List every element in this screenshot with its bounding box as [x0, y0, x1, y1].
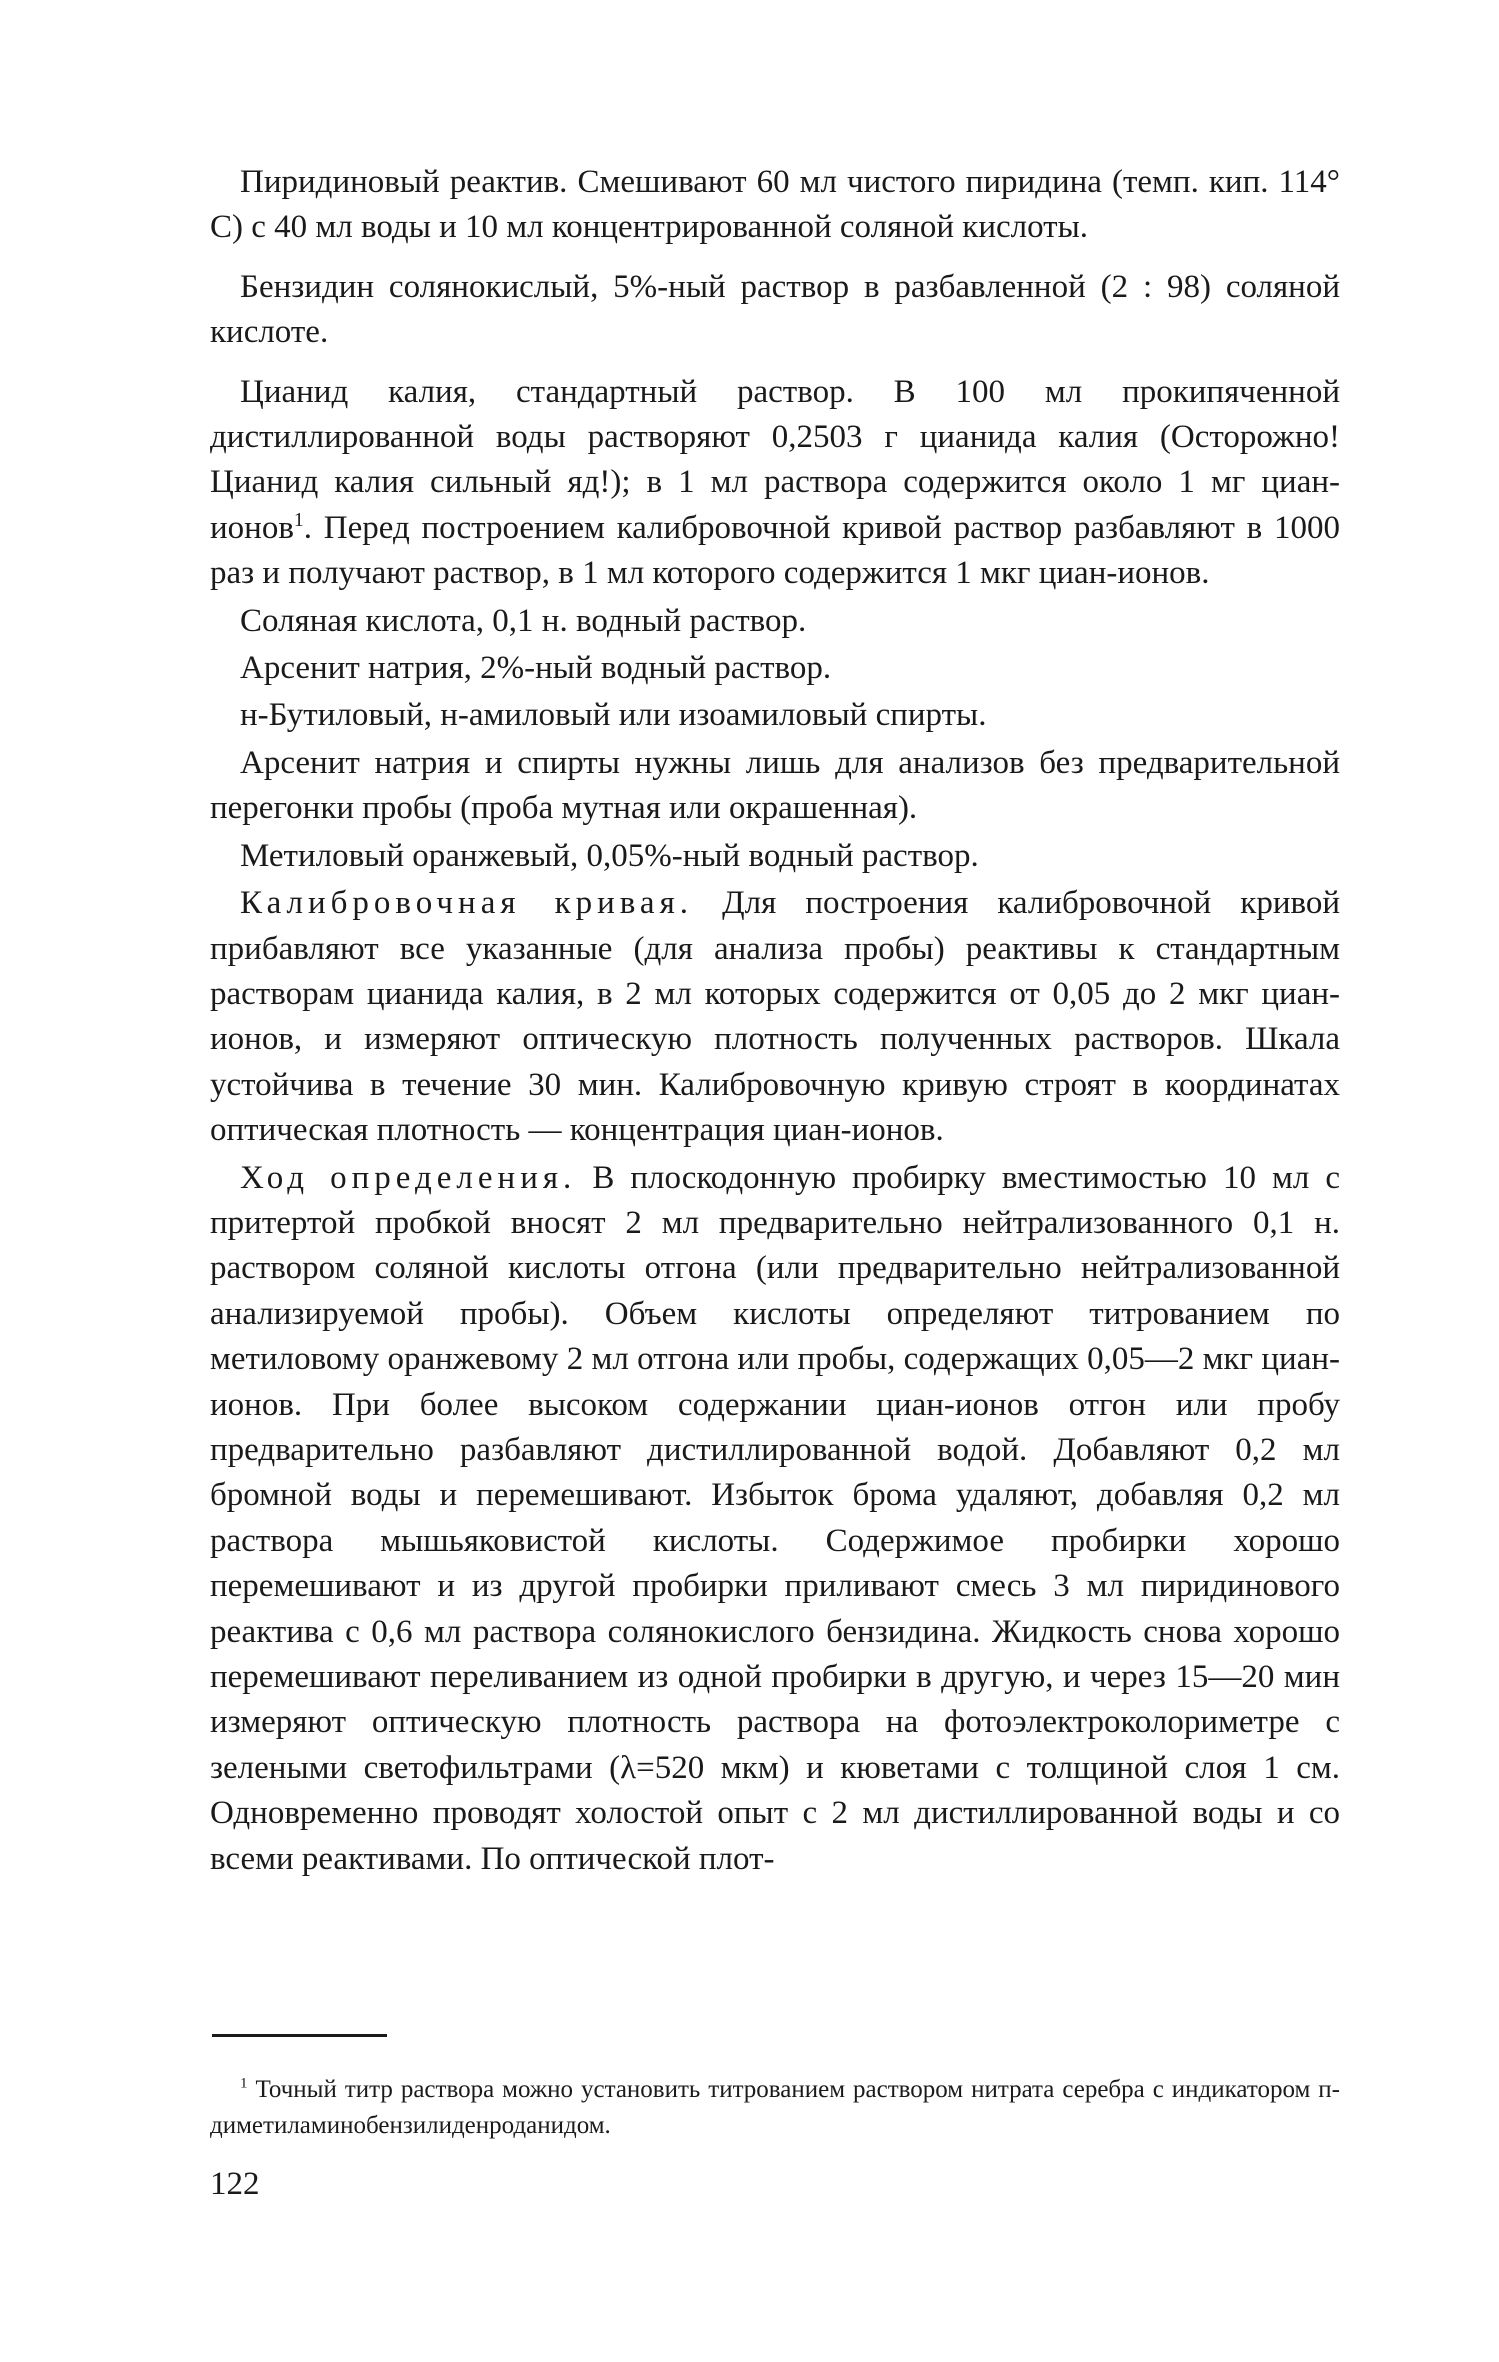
footnote-text: Точный титр раствора можно установить титрованием раствором нитрата серебра с индикатором п-диметиламинобензилиденроданидом.	[210, 2076, 1340, 2139]
page-number: 122	[210, 2166, 260, 2202]
page-body	[210, 160, 1340, 1884]
section-heading-procedure: Ход определения.	[240, 1159, 577, 1196]
paragraph-pyridine-reagent: Пиридиновый реактив. Смешивают 60 мл чистого пиридина (темп. кип. 114° С) с 40 мл воды и 10 мл концентрированной соляной кислоты.	[210, 164, 1340, 246]
footnote	[210, 2072, 1340, 2144]
section-heading-calibration: Калибровочная кривая.	[240, 885, 694, 922]
paragraph-calibration-curve	[210, 881, 1340, 1153]
paragraph-procedure-body: В плоскодонную пробирку вместимостью 10 мл с притертой пробкой вносят 2 мл предварительно нейтрализованного 0,1 н. раствором соляной кислоты отгона (или предварительно нейтрализованной анализируемой пробы). Объем кислоты определяют титрованием по метиловому оранжевому 2 мл отгона или пробы, содержащих 0,05—2 мкг циан-ионов. При более высоком содержании циан-ионов отгон или пробу предварительно разбавляют дистиллированной водой. Добавляют 0,2 мл бромной воды и перемешивают. Избыток брома удаляют, добавляя 0,2 мл раствора мышьяковистой кислоты. Содержимое пробирки хорошо перемешивают и из другой пробирки приливают смесь 3 мл пиридинового реактива с 0,6 мл раствора солянокислого бензидина. Жидкость снова хорошо перемешивают переливанием из одной пробирки в другую, и через 15—20 мин измеряют оптическую плотность раствора на фотоэлектроколориметре с зелеными светофильтрами (λ=520 мкм) и кюветами с толщиной слоя 1 см. Одновременно проводят холостой опыт с 2 мл дистиллированной воды и со всеми реактивами. По оптической плот-	[210, 1159, 1340, 1877]
footnote-divider	[212, 2034, 387, 2037]
paragraph-potassium-cyanide	[210, 370, 1340, 597]
paragraph-hydrochloric-acid: Соляная кислота, 0,1 н. водный раствор.	[240, 602, 807, 639]
paragraph-procedure	[210, 1156, 1340, 1883]
footnote-reference: 1	[293, 508, 304, 531]
paragraph-sodium-arsenite: Арсенит натрия, 2%-ный водный раствор.	[240, 650, 832, 687]
paragraph-potassium-cyanide-tail: . Перед построением калибровочной кривой раствор разбавляют в 1000 раз и получают раствор, в 1 мл которого содержится 1 мкг циан-ионов.	[210, 509, 1340, 592]
paragraph-arsenite-note: Арсенит натрия и спирты нужны лишь для анализов без предварительной перегонки пробы (проба мутная или окрашенная).	[210, 744, 1340, 827]
paragraph-potassium-cyanide-main: Цианид калия, стандартный раствор. В 100 мл прокипяченной дистиллированной воды растворяют 0,2503 г цианида калия (Осторожно! Цианид калия сильный яд!); в 1 мл раствора содержится около 1 мг циан-ионов	[210, 373, 1340, 546]
paragraph-alcohols: н-Бутиловый, н-амиловый или изоамиловый спирты.	[240, 697, 987, 734]
paragraph-methyl-orange: Метиловый оранжевый, 0,05%-ный водный раствор.	[240, 837, 979, 874]
paragraph-benzidine: Бензидин солянокислый, 5%-ный раствор в разбавленной (2 : 98) соляной кислоте.	[210, 268, 1340, 351]
paragraph-calibration-body: Для построения калибровочной кривой прибавляют все указанные (для анализа пробы) реактивы к стандартным растворам цианида калия, в 2 мл которых содержится от 0,05 до 2 мкг циан-ионов, и измеряют оптическую плотность полученных растворов. Шкала устойчива в течение 30 мин. Калибровочную кривую строят в координатах оптическая плотность — концентрация циан-ионов.	[210, 885, 1340, 1149]
footnote-mark: 1	[240, 2075, 248, 2092]
